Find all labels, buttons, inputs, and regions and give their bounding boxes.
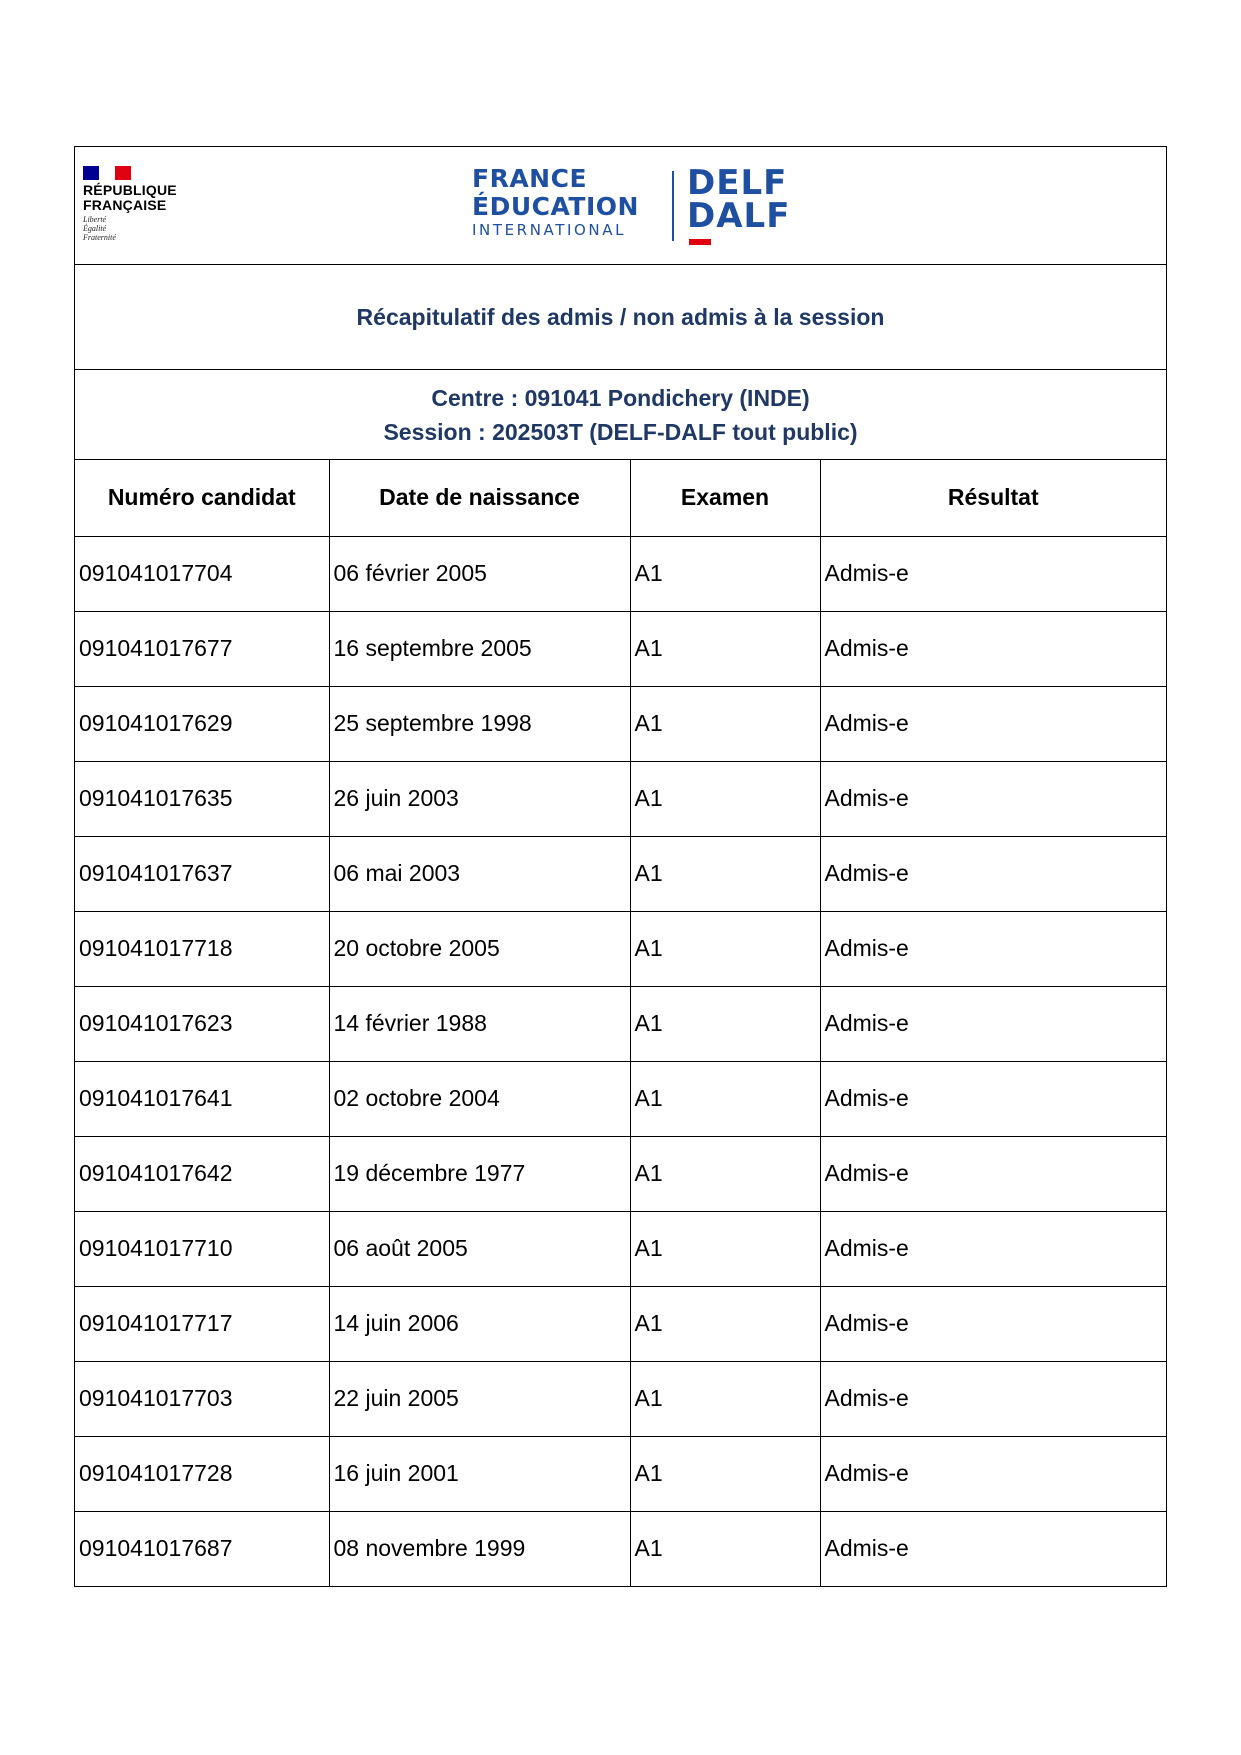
motto-line3: Fraternité [83,233,116,242]
candidate-number-cell: 091041017710 [75,1211,329,1286]
birth-date-cell: 26 juin 2003 [329,761,630,836]
result-cell: Admis-e [820,1286,1166,1361]
delf-dalf-logo [687,163,791,236]
birth-date-cell: 19 décembre 1977 [329,1136,630,1211]
result-cell: Admis-e [820,1136,1166,1211]
candidate-number-cell: 091041017677 [75,611,329,686]
candidate-number-cell: 091041017704 [75,536,329,611]
table-row [75,1436,1166,1511]
france-education-international-logo [472,165,812,243]
document-frame [74,146,1167,1587]
birth-date-cell: 06 août 2005 [329,1211,630,1286]
exam-cell: A1 [630,536,820,611]
candidate-number-cell: 091041017637 [75,836,329,911]
fei-line1: FRANCE [472,164,588,193]
birth-date-cell: 14 juin 2006 [329,1286,630,1361]
table-row [75,611,1166,686]
fei-line2: ÉDUCATION [472,192,639,221]
candidate-number-cell: 091041017623 [75,986,329,1061]
birth-date-cell: 08 novembre 1999 [329,1511,630,1586]
fei-line3: INTERNATIONAL [472,221,627,239]
table-row [75,1511,1166,1586]
birth-date-cell: 02 octobre 2004 [329,1061,630,1136]
birth-date-cell: 16 septembre 2005 [329,611,630,686]
exam-cell: A1 [630,1061,820,1136]
candidate-number-cell: 091041017635 [75,761,329,836]
table-row [75,686,1166,761]
candidate-number-cell: 091041017718 [75,911,329,986]
exam-cell: A1 [630,1436,820,1511]
exam-cell: A1 [630,1136,820,1211]
table-row [75,836,1166,911]
birth-date-cell: 20 octobre 2005 [329,911,630,986]
result-cell: Admis-e [820,1436,1166,1511]
exam-cell: A1 [630,1286,820,1361]
candidate-number-cell: 091041017629 [75,686,329,761]
marianne-flag-icon [83,166,131,180]
result-cell: Admis-e [820,911,1166,986]
table-row [75,1361,1166,1436]
birth-date-cell: 06 mai 2003 [329,836,630,911]
session-info-section [75,370,1166,460]
republique-francaise-logo [83,166,203,242]
motto-line1: Liberté [83,215,107,224]
result-cell: Admis-e [820,536,1166,611]
column-header-exam: Examen [630,460,820,536]
birth-date-cell: 14 février 1988 [329,986,630,1061]
result-cell: Admis-e [820,1511,1166,1586]
table-row [75,911,1166,986]
candidate-number-cell: 091041017728 [75,1436,329,1511]
exam-cell: A1 [630,761,820,836]
result-cell: Admis-e [820,1361,1166,1436]
exam-cell: A1 [630,986,820,1061]
column-header-birth-date: Date de naissance [329,460,630,536]
birth-date-cell: 22 juin 2005 [329,1361,630,1436]
candidate-number-cell: 091041017703 [75,1361,329,1436]
candidate-number-cell: 091041017641 [75,1061,329,1136]
table-row [75,1061,1166,1136]
result-cell: Admis-e [820,611,1166,686]
table-row [75,536,1166,611]
exam-cell: A1 [630,1211,820,1286]
republique-line2: FRANÇAISE [83,197,167,213]
results-table [75,460,1166,1586]
column-header-candidate-number: Numéro candidat [75,460,329,536]
table-row [75,1286,1166,1361]
republique-label [83,183,203,213]
logo-divider [672,171,674,241]
result-cell: Admis-e [820,761,1166,836]
result-cell: Admis-e [820,836,1166,911]
birth-date-cell: 25 septembre 1998 [329,686,630,761]
motto-line2: Égalité [83,224,107,233]
table-row [75,986,1166,1061]
logo-header [75,147,1166,265]
candidate-number-cell: 091041017687 [75,1511,329,1586]
exam-cell: A1 [630,836,820,911]
result-cell: Admis-e [820,986,1166,1061]
page-title: Récapitulatif des admis / non admis à la session [356,303,885,330]
title-section [75,265,1166,370]
delf-red-bar [689,239,711,245]
result-cell: Admis-e [820,1061,1166,1136]
candidate-number-cell: 091041017717 [75,1286,329,1361]
republic-motto [83,215,203,242]
table-row [75,761,1166,836]
republique-line1: RÉPUBLIQUE [83,182,177,198]
table-header-row [75,460,1166,536]
exam-cell: A1 [630,611,820,686]
result-cell: Admis-e [820,1211,1166,1286]
table-row [75,1136,1166,1211]
dalf-label: DALF [687,196,791,236]
column-header-result: Résultat [820,460,1166,536]
table-row [75,1211,1166,1286]
centre-info: Centre : 091041 Pondichery (INDE) [431,384,810,411]
exam-cell: A1 [630,686,820,761]
exam-cell: A1 [630,1361,820,1436]
birth-date-cell: 16 juin 2001 [329,1436,630,1511]
delf-label: DELF [687,163,788,203]
result-cell: Admis-e [820,686,1166,761]
exam-cell: A1 [630,911,820,986]
session-info: Session : 202503T (DELF-DALF tout public) [383,418,858,445]
birth-date-cell: 06 février 2005 [329,536,630,611]
exam-cell: A1 [630,1511,820,1586]
candidate-number-cell: 091041017642 [75,1136,329,1211]
